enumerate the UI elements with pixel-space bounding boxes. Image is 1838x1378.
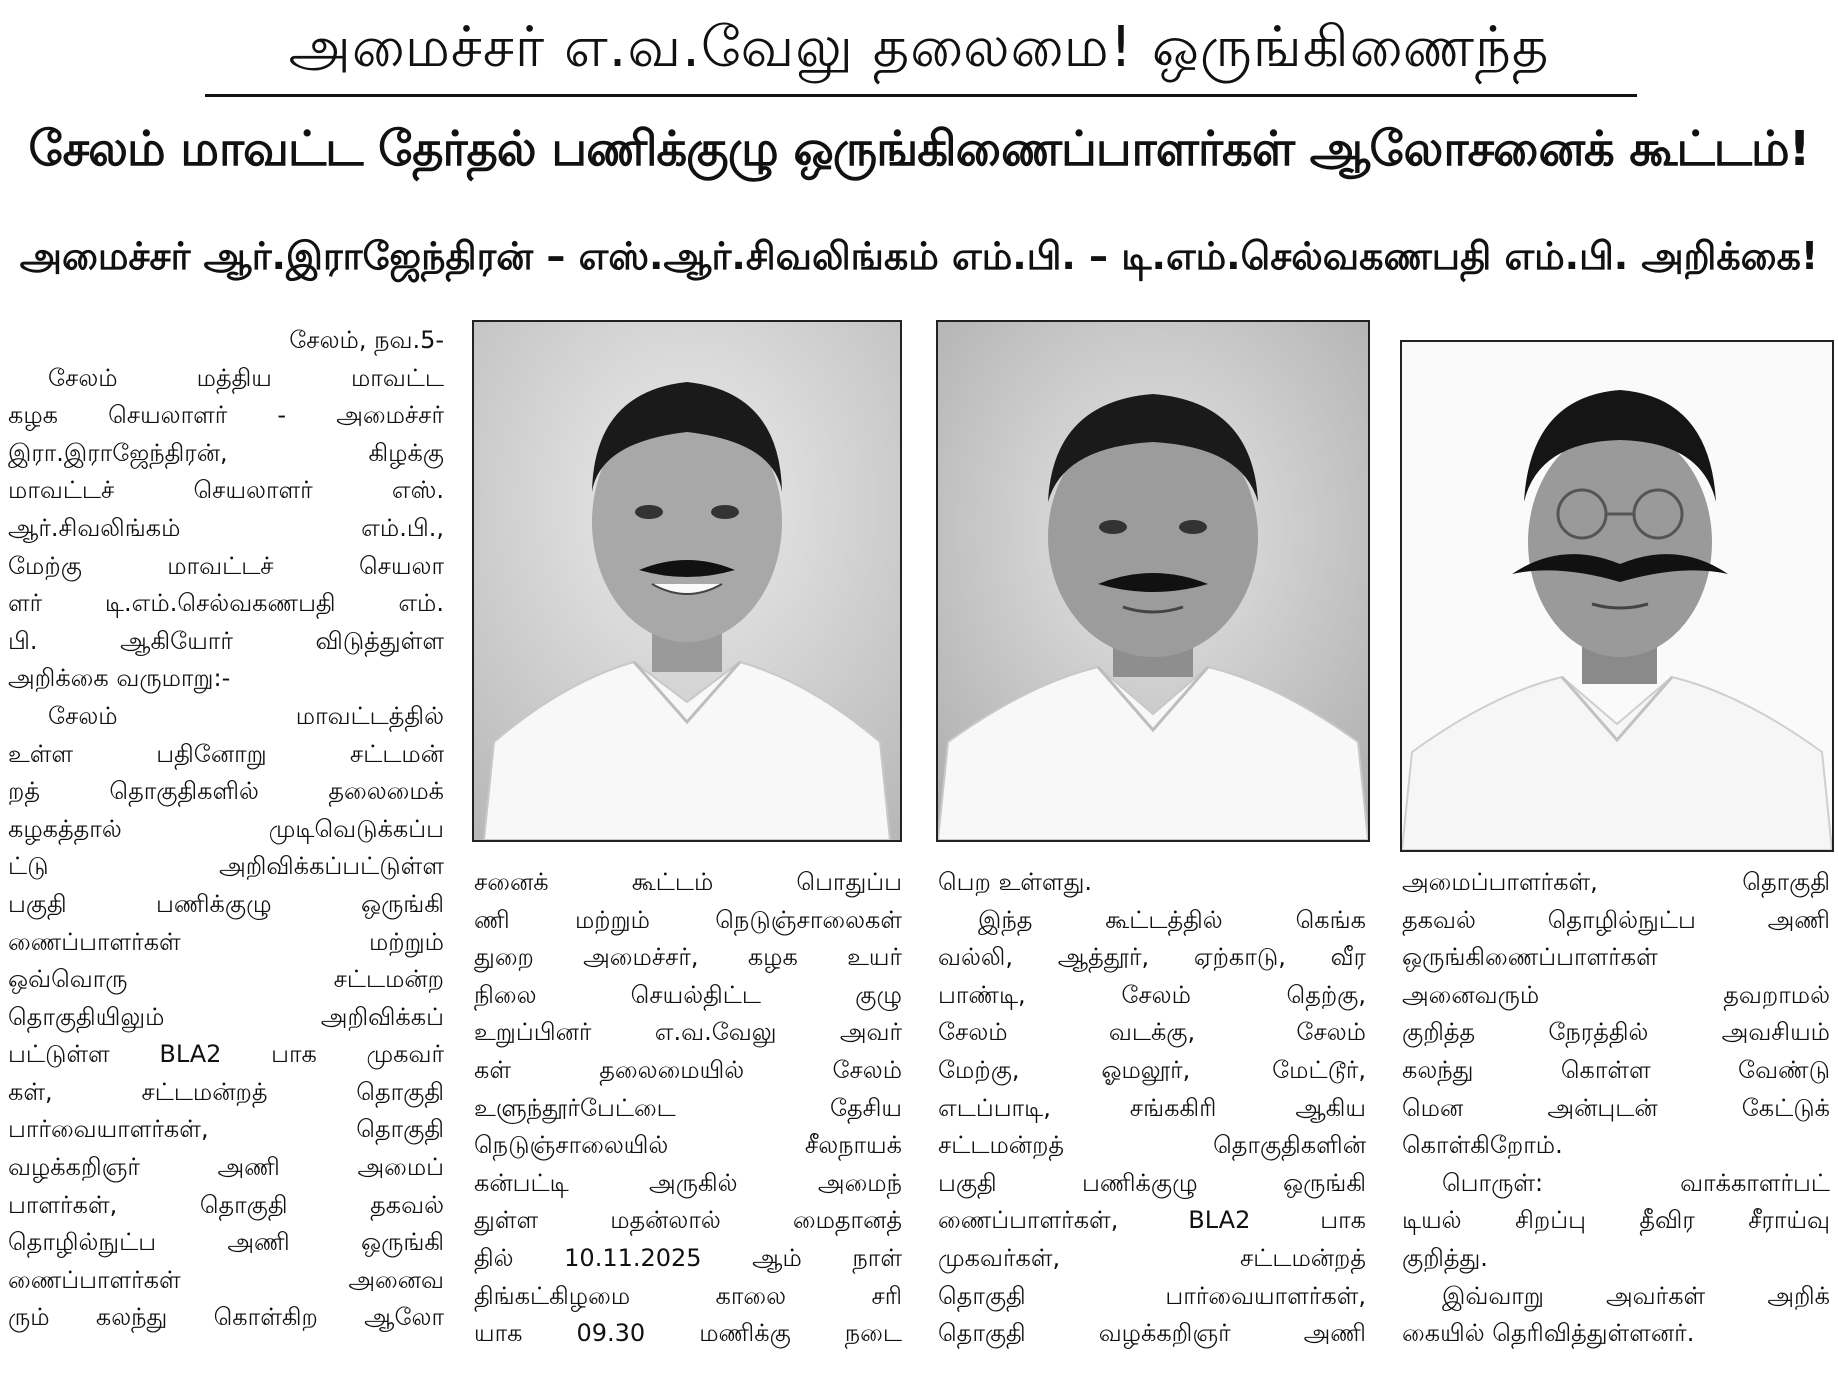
- text-line: ட்டு அறிவிக்கப்பட்டுள்ள: [8, 852, 444, 881]
- text-line: வல்லி, ஆத்தூர், ஏற்காடு, வீர: [938, 943, 1366, 972]
- text-line: அனைவரும் தவறாமல்: [1402, 980, 1830, 1009]
- text-line: பாண்டி, சேலம் தெற்கு,: [938, 980, 1366, 1009]
- text-line: மாவட்டச் செயலாளர் எஸ்.: [8, 476, 444, 505]
- text-line: எடப்பாடி, சங்ககிரி ஆகிய: [938, 1093, 1366, 1122]
- article-column-3: [938, 864, 1366, 1353]
- text-line: ஒருங்கிணைப்பாளர்கள்: [1402, 943, 1658, 972]
- text-line: கள் தலைமையில் சேலம்: [474, 1055, 902, 1084]
- text-line: சேலம் மத்திய மாவட்ட: [48, 363, 444, 392]
- text-line: டியல் சிறப்பு தீவிர சீராய்வு: [1402, 1206, 1830, 1235]
- text-line: மேற்கு, ஓமலூர், மேட்டூர்,: [938, 1055, 1366, 1084]
- text-line: இந்த கூட்டத்தில் கெங்க: [978, 905, 1366, 934]
- text-line: பட்டுள்ள BLA2 பாக முகவர்: [8, 1040, 444, 1069]
- text-line: சட்டமன்றத் தொகுதிகளின்: [938, 1131, 1366, 1160]
- portrait-illustration-1: [474, 322, 900, 840]
- headline-sub: அமைச்சர் ஆர்.இராஜேந்திரன் – எஸ்.ஆர்.சிவலிங்கம் எம்.பி. – டி.எம்.செல்வகணபதி எம்.பி. அறிக்கை!: [19, 234, 1819, 278]
- text-line: இவ்வாறு அவர்கள் அறிக்: [1442, 1281, 1830, 1310]
- text-line: உள்ள பதினோறு சட்டமன்: [8, 739, 444, 768]
- text-line: அறிக்கை வருமாறு:-: [8, 664, 231, 693]
- text-line: முகவர்கள், சட்டமன்றத்: [938, 1243, 1366, 1272]
- headline-rule: [205, 94, 1637, 97]
- text-line: கள், சட்டமன்றத் தொகுதி: [8, 1077, 444, 1106]
- text-line: மென அன்புடன் கேட்டுக்: [1402, 1093, 1830, 1122]
- text-line: கையில் தெரிவித்துள்ளனர்.: [1402, 1319, 1695, 1348]
- text-line: குறித்து.: [1402, 1243, 1488, 1272]
- text-line: தொகுதி வழக்கறிஞர் அணி: [938, 1319, 1366, 1348]
- portrait-photo-2: [936, 320, 1370, 842]
- text-line: நெடுஞ்சாலையில் சீலநாயக்: [474, 1131, 902, 1160]
- text-line: துள்ள மதன்லால் மைதானத்: [474, 1206, 902, 1235]
- text-line: பாளர்கள், தொகுதி தகவல்: [8, 1190, 444, 1219]
- text-line: கலந்து கொள்ள வேண்டு: [1402, 1055, 1830, 1084]
- text-line: றத் தொகுதிகளில் தலைமைக்: [8, 777, 444, 806]
- text-line: கழக செயலாளர் - அமைச்சர்: [8, 401, 444, 430]
- text-line: ளர் டி.எம்.செல்வகணபதி எம்.: [8, 589, 444, 618]
- text-line: உறுப்பினர் எ.வ.வேலு அவர்: [474, 1018, 902, 1047]
- text-line: திங்கட்கிழமை காலை சரி: [474, 1281, 902, 1310]
- text-line: ஒவ்வொரு சட்டமன்ற: [8, 965, 444, 994]
- text-line: சேலம் மாவட்டத்தில்: [48, 701, 444, 730]
- text-line: சேலம் வடக்கு, சேலம்: [938, 1018, 1366, 1047]
- text-line: ணைப்பாளர்கள் அனைவ: [8, 1265, 444, 1294]
- text-line: பார்வையாளர்கள், தொகுதி: [8, 1115, 444, 1144]
- portrait-illustration-2: [938, 322, 1368, 840]
- text-line: கொள்கிறோம்.: [1402, 1131, 1563, 1160]
- headline-top: அமைச்சர் எ.வ.வேலு தலைமை! ஒருங்கிணைந்த: [288, 15, 1550, 80]
- text-line: தகவல் தொழில்நுட்ப அணி: [1402, 905, 1830, 934]
- headline-main: சேலம் மாவட்ட தேர்தல் பணிக்குழு ஒருங்கிணைப்பாளர்கள் ஆலோசனைக் கூட்டம்!: [28, 121, 1810, 177]
- portrait-photo-3: [1400, 340, 1834, 852]
- text-line: கழகத்தால் முடிவெடுக்கப்ப: [8, 814, 444, 843]
- text-line: இரா.இராஜேந்திரன், கிழக்கு: [8, 438, 444, 467]
- text-line: ஆர்.சிவலிங்கம் எம்.பி.,: [8, 513, 444, 542]
- portrait-photo-1: [472, 320, 902, 842]
- text-line: பி. ஆகியோர் விடுத்துள்ள: [8, 626, 444, 655]
- text-line: குறித்த நேரத்தில் அவசியம்: [1402, 1018, 1830, 1047]
- text-line: சனைக் கூட்டம் பொதுப்ப: [474, 868, 902, 896]
- text-line: பகுதி பணிக்குழு ஒருங்கி: [8, 889, 444, 918]
- text-line: தொகுதியிலும் அறிவிக்கப்: [8, 1002, 444, 1031]
- dateline: சேலம், நவ.5-: [289, 326, 444, 354]
- text-line: பொருள்: வாக்காளர்பட்: [1442, 1168, 1830, 1197]
- text-line: தொகுதி பார்வையாளர்கள்,: [938, 1281, 1366, 1310]
- text-line: ணைப்பாளர்கள், BLA2 பாக: [938, 1206, 1366, 1235]
- portrait-illustration-3: [1402, 342, 1832, 850]
- text-line: வழக்கறிஞர் அணி அமைப்: [8, 1153, 444, 1182]
- text-line: தொழில்நுட்ப அணி ஒருங்கி: [8, 1228, 444, 1257]
- text-line: அமைப்பாளர்கள், தொகுதி: [1402, 868, 1830, 896]
- text-line: ணைப்பாளர்கள் மற்றும்: [8, 927, 444, 956]
- article-column-1: [8, 322, 444, 1337]
- text-line: பகுதி பணிக்குழு ஒருங்கி: [938, 1168, 1366, 1197]
- text-line: மேற்கு மாவட்டச் செயலா: [8, 551, 444, 580]
- text-line: நிலை செயல்திட்ட குழு: [474, 980, 902, 1009]
- text-line: பெற உள்ளது.: [938, 868, 1093, 896]
- article-column-2: [474, 864, 902, 1353]
- text-line: கன்பட்டி அருகில் அமைந்: [474, 1168, 902, 1197]
- text-line: யாக 09.30 மணிக்கு நடை: [474, 1319, 902, 1348]
- text-line: ரும் கலந்து கொள்கிற ஆலோ: [8, 1303, 444, 1332]
- text-line: துறை அமைச்சர், கழக உயர்: [474, 943, 902, 972]
- article-column-4: [1402, 864, 1830, 1353]
- text-line: தில் 10.11.2025 ஆம் நாள்: [474, 1243, 902, 1272]
- text-line: உளுந்தூர்பேட்டை தேசிய: [474, 1093, 902, 1122]
- text-line: ணி மற்றும் நெடுஞ்சாலைகள்: [474, 905, 902, 934]
